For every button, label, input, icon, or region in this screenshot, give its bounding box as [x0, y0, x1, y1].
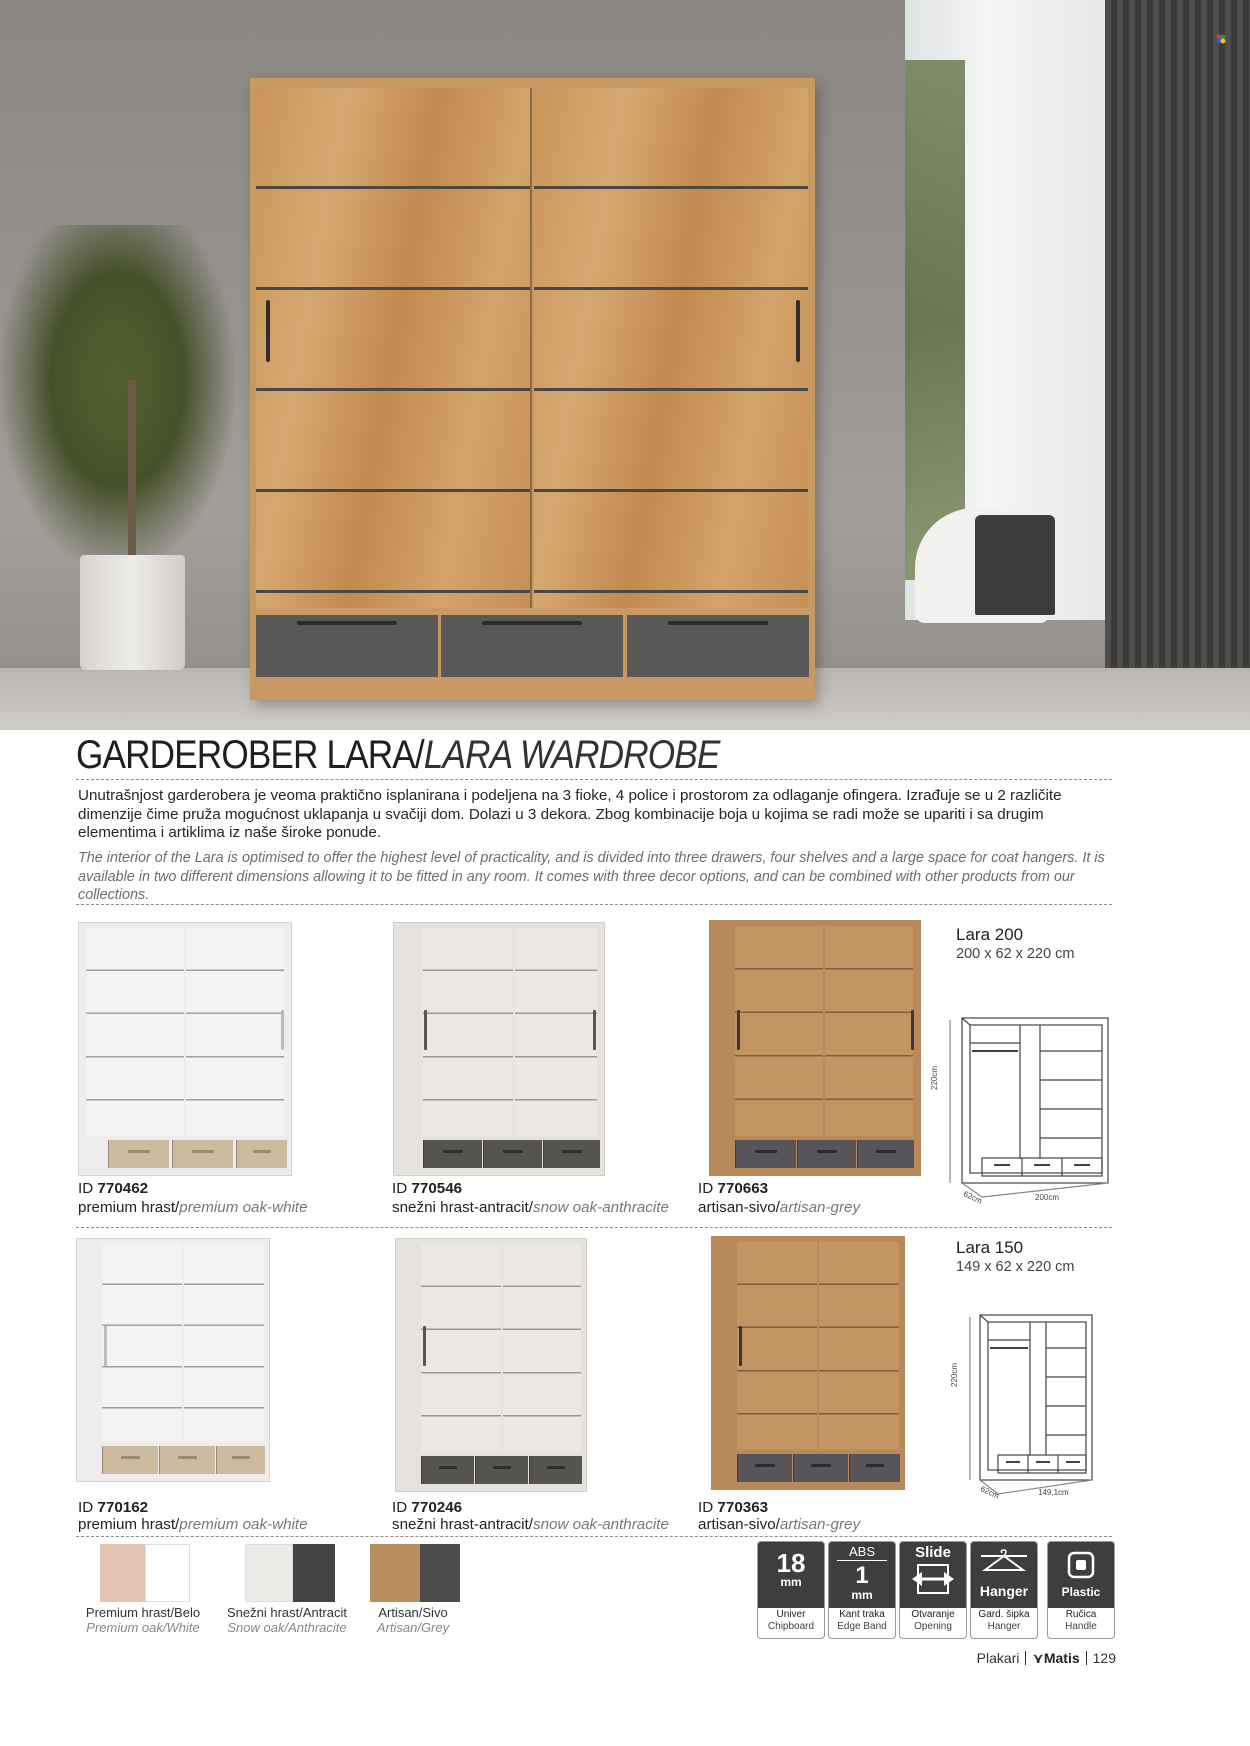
description-serbian: Unutrašnjost garderobera je veoma praktično isplanirana i podeljena na 3 fioke, 4 police i prostorom za odlaganje ofingera. Izrađuje se u 2 različite dimenzije čime pruža mogućnost uklapanja u svačiji dom. Dolazi u 3 dekora. Zbog kombinacije boja u kojima se radi može se upariti i sa drugim elementima i artiklima iz naše široke ponude. [78, 787, 1062, 841]
hero-wardrobe-left-handle [266, 300, 270, 362]
hero-wardrobe-left-door [256, 88, 532, 608]
swatch-color-a [370, 1544, 420, 1602]
hero-plant [0, 225, 235, 570]
feature-slide-opening: Slide Otvaranje Opening [899, 1541, 967, 1639]
page-title [76, 730, 719, 780]
edge-band-icon: ABS 1 mm [829, 1542, 895, 1608]
hero-photo [0, 0, 1250, 730]
product-image-770162 [76, 1238, 270, 1482]
footer-section: Plakari [976, 1650, 1020, 1666]
chipboard-icon: 18 mm [758, 1542, 824, 1608]
product-id-770462: ID 770462 [78, 1180, 149, 1197]
swatch-label-snow-oak-anthracite: Snežni hrast/Antracit Snow oak/Anthracite [227, 1605, 347, 1635]
swatch-artisan-grey [370, 1544, 460, 1602]
model-dimensions-lara-150: 149 x 62 x 220 cm [956, 1259, 1075, 1275]
diagram-lara-150 [950, 1312, 1115, 1502]
product-image-770462 [78, 922, 292, 1176]
product-id-770363: ID 770363 [698, 1499, 769, 1516]
sliding-door-arrows-icon [910, 1561, 956, 1597]
swatch-color-b [293, 1544, 335, 1602]
color-dots-icon [1216, 34, 1226, 44]
page-footer [977, 1650, 1116, 1667]
hero-plant-pot [80, 555, 185, 670]
hero-drawer-2 [441, 615, 623, 677]
divider-title [76, 779, 1112, 780]
swatch-color-b [420, 1544, 460, 1602]
page-number: 129 [1092, 1650, 1116, 1666]
footer-brand: Matis [1043, 1650, 1080, 1666]
hero-stool [975, 515, 1055, 615]
product-image-770246 [395, 1238, 587, 1492]
model-name-lara-150: Lara 150 [956, 1238, 1024, 1257]
feature-edge-band: ABS 1 mm Kant traka Edge Band [828, 1541, 896, 1639]
swatch-label-artisan-grey: Artisan/Sivo Artisan/Grey [376, 1605, 450, 1635]
product-image-770546 [393, 922, 605, 1176]
handle-icon: Plastic [1048, 1542, 1114, 1608]
swatch-label-premium-oak-white: Premium hrast/Belo Premium oak/White [85, 1605, 201, 1635]
description-english: The interior of the Lara is optimised to offer the highest level of practicality, and is divided into three drawers, four shelves and a large space for coat hangers. It is available in two different dimensions allowing it to be fitted in any room. It comes with three decor options, and can be combined with other products from our collections. [78, 850, 1105, 903]
hero-wardrobe [250, 78, 815, 700]
product-id-770663: ID 770663 [698, 1180, 769, 1197]
title-english: LARA WARDROBE [423, 733, 720, 777]
product-id-770246: ID 770246 [392, 1499, 463, 1516]
product-name-770663: artisan-sivo/artisan-grey [698, 1199, 861, 1216]
slide-icon: Slide [900, 1542, 966, 1608]
product-name-770246: snežni hrast-antracit/snow oak-anthracite [392, 1516, 669, 1533]
model-dimensions-lara-200: 200 x 62 x 220 cm [956, 946, 1075, 962]
divider-row-1 [76, 1227, 1112, 1228]
hero-wardrobe-right-handle [796, 300, 800, 362]
diagram-depth-lara-150: 62cm [979, 1484, 1001, 1501]
handle-square-icon [1066, 1550, 1096, 1580]
swatch-color-a [245, 1544, 293, 1602]
divider-row-2 [76, 1536, 1112, 1537]
feature-hanger: Hanger Gard. šipka Hanger [970, 1541, 1038, 1639]
divider-description [76, 904, 1112, 905]
matis-logo-icon: ⋎ [1032, 1650, 1044, 1666]
hero-wardrobe-right-door [534, 88, 808, 608]
swatch-color-b [145, 1544, 190, 1602]
hanger-shape-icon [979, 1548, 1029, 1578]
feature-chipboard: 18 mm Univer Chipboard [757, 1541, 825, 1639]
hero-plant-trunk [128, 380, 136, 560]
swatch-snow-oak-anthracite [245, 1544, 335, 1602]
diagram-width-lara-200: 200cm [1035, 1193, 1060, 1202]
hero-trees [905, 60, 965, 580]
product-name-770546: snežni hrast-antracit/snow oak-anthracite [392, 1199, 669, 1216]
diagram-height-lara-150: 220cm [950, 1362, 959, 1387]
diagram-height-lara-200: 220cm [930, 1065, 939, 1090]
product-id-770162: ID 770162 [78, 1499, 149, 1516]
diagram-depth-lara-200: 62cm [962, 1189, 984, 1206]
product-image-770663 [709, 920, 921, 1176]
product-name-770162: premium hrast/premium oak-white [78, 1516, 308, 1533]
feature-plastic-handle: Plastic Ručica Handle [1047, 1541, 1115, 1639]
product-id-770546: ID 770546 [392, 1180, 463, 1197]
hero-drawer-1 [256, 615, 438, 677]
model-name-lara-200: Lara 200 [956, 925, 1024, 944]
diagram-width-lara-150: 149,1cm [1038, 1488, 1069, 1497]
diagram-lara-200 [930, 1015, 1115, 1210]
product-name-770462: premium hrast/premium oak-white [78, 1199, 308, 1216]
swatch-color-a [100, 1544, 145, 1602]
product-name-770363: artisan-sivo/artisan-grey [698, 1516, 861, 1533]
hero-wall-slats [1105, 0, 1250, 668]
swatch-premium-oak-white [100, 1544, 190, 1602]
title-main: GARDEROBER LARA/ [76, 733, 424, 777]
product-image-770363 [711, 1236, 905, 1490]
hanger-icon: Hanger [971, 1542, 1037, 1608]
hero-drawer-3 [627, 615, 809, 677]
